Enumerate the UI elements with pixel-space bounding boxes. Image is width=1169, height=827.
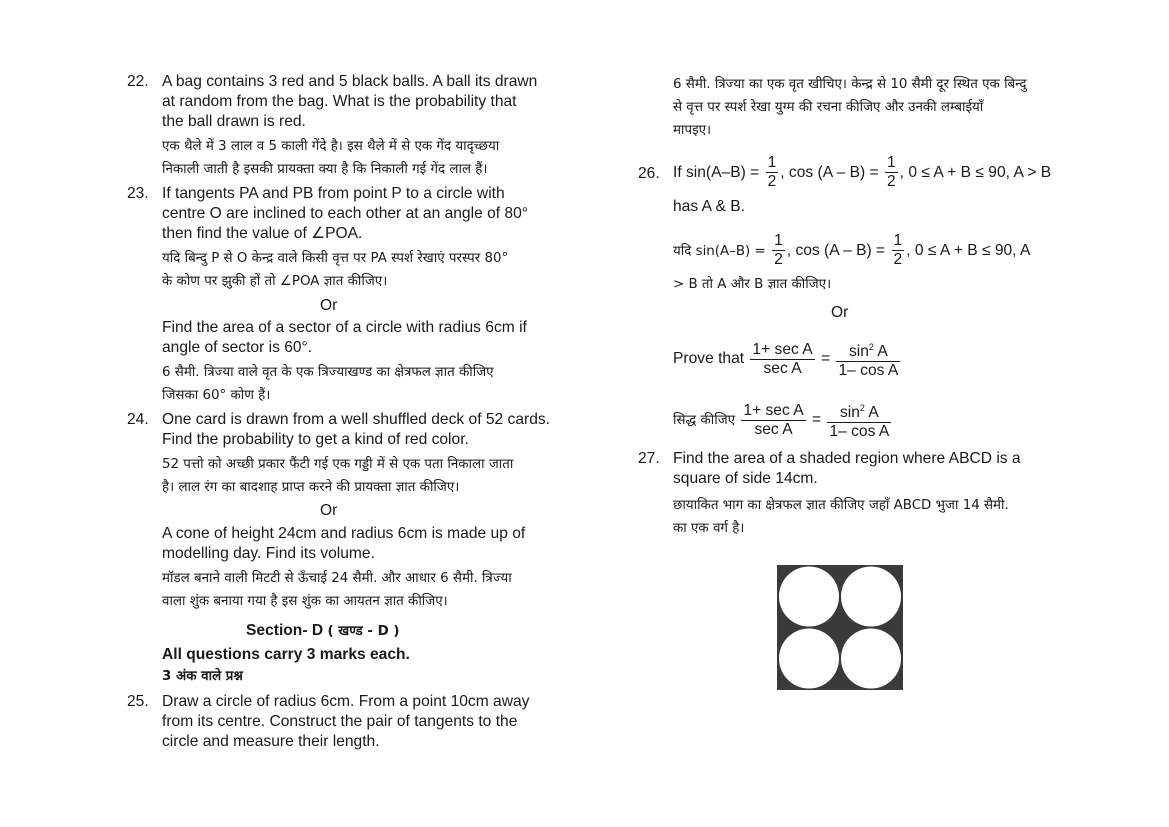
fraction-lhs <box>750 341 814 378</box>
sin-text: sin <box>839 404 860 422</box>
q23-hi-line: के कोण पर झुकी हों तो ∠POA ज्ञात कीजिए। <box>162 274 388 289</box>
q22-en-line: A bag contains 3 red and 5 black balls. A ball its drawn <box>162 73 538 90</box>
q22-hi-line: एक थैले में 3 लाल व 5 काली गेंदे है। इस थैले में से एक गेंद यादृच्छया <box>162 139 500 154</box>
question-number: 26. <box>638 165 660 182</box>
exponent: 2 <box>868 342 874 352</box>
or-divider: Or <box>320 502 338 519</box>
q24-en-line: Find the probability to get a kind of red color. <box>162 431 469 448</box>
fraction-numerator: 1 <box>767 154 777 172</box>
q24-alt-en-line: A cone of height 24cm and radius 6cm is made up of <box>162 525 526 542</box>
fraction <box>885 154 898 191</box>
fraction-denominator: 2 <box>886 173 896 191</box>
fraction <box>892 232 905 269</box>
fraction-denominator: 2 <box>893 251 903 269</box>
sin-text: sin <box>848 343 869 361</box>
q26-en-part: , cos (A – B) = <box>780 164 879 181</box>
circle-bottom-left <box>779 629 839 689</box>
or-divider: Or <box>320 297 338 314</box>
sin-tail: A <box>864 404 879 422</box>
fraction-numerator <box>827 399 891 423</box>
fraction-rhs <box>836 338 900 380</box>
exponent: 2 <box>859 403 865 413</box>
section-title <box>246 621 400 643</box>
fraction <box>772 232 785 269</box>
section-title-en: Section- D <box>246 622 324 639</box>
q25-hi-line: मापइए। <box>673 123 712 138</box>
fraction-denominator: sec A <box>763 359 802 377</box>
q27-hi-line: का एक वर्ग है। <box>673 521 745 536</box>
q25-hi-line: 6 सैमी. त्रिज्या का एक वृत खीचिए। केन्द्र से 10 सैमी दूर स्थित एक बिन्दु <box>673 77 1027 92</box>
question-number: 22. <box>127 73 149 90</box>
fraction-numerator: 1+ sec A <box>743 401 804 419</box>
q23-en-line: then find the value of ∠POA. <box>162 225 363 242</box>
equals-sign: = <box>812 411 822 429</box>
q26-hi-part: , cos (A – B) = <box>786 242 886 259</box>
or-divider: Or <box>831 304 849 321</box>
q24-alt-hi-line: मॉडल बनाने वाली मिटटी से ऊँचाई 24 सैमी. और आधार 6 सैमी. त्रिज्या <box>162 571 512 586</box>
prove-equation-en <box>673 338 902 380</box>
q26-hi-equation <box>673 231 1030 271</box>
section-title-hi: ( खण्ड - D ) <box>327 624 400 639</box>
prove-equation-hi <box>673 399 893 441</box>
q24-en-line: One card is drawn from a well shuffled deck of 52 cards. <box>162 411 551 428</box>
q26-hi-part: , 0 ≤ A + B ≤ 90, A <box>906 242 1031 259</box>
circle-bottom-right <box>841 629 901 689</box>
q26-en-equation <box>673 153 1051 193</box>
q26-en-line: has A & B. <box>673 198 745 215</box>
section-marks-hi: 3 अंक वाले प्रश्न <box>162 669 243 684</box>
question-number: 24. <box>127 411 149 428</box>
q27-en-line: Find the area of a shaded region where ABCD is a <box>673 450 1021 467</box>
q24-alt-hi-line: वाला शुंक बनाया गया है इस शुंक का आयतन ज्ञात कीजिए। <box>162 594 448 609</box>
q26-en-part: If sin(A–B) = <box>673 164 760 181</box>
q25-hi-line: से वृत्त पर स्पर्श रेखा युग्म की रचना कीजिए और उनकी लम्बाईयाँ <box>673 100 984 115</box>
q23-alt-en-line: angle of sector is 60°. <box>162 339 313 356</box>
fraction-denominator: 2 <box>774 251 783 269</box>
sin-tail: A <box>873 343 888 361</box>
circle-top-left <box>779 567 839 627</box>
question-number: 27. <box>638 450 660 467</box>
q25-en-line: from its centre. Construct the pair of tangents to the <box>162 713 518 730</box>
q24-hi-line: 52 पत्तो को अच्छी प्रकार फैंटी गई एक गड्डी में से एक पता निकाला जाता <box>162 457 514 472</box>
q23-hi-line: यदि बिन्दु P से O केन्द्र वाले किसी वृत्त पर PA स्पर्श रेखाएं परस्पर 80° <box>162 251 509 266</box>
fraction-denominator: 1– cos A <box>838 362 899 380</box>
fraction-numerator: 1 <box>893 232 903 250</box>
q27-hi-line: छायाकित भाग का क्षेत्रफल ज्ञात कीजिए जहाँ ABCD भुजा 14 सैमी. <box>673 498 1009 513</box>
question-number: 23. <box>127 185 149 202</box>
q25-en-line: circle and measure their length. <box>162 733 380 750</box>
fraction-denominator: 1– cos A <box>829 423 890 441</box>
q22-en-line: the ball drawn is red. <box>162 113 306 130</box>
q27-en-line: square of side 14cm. <box>673 470 818 487</box>
fraction-numerator <box>836 338 900 362</box>
prove-label: Prove that <box>673 350 745 368</box>
fraction-numerator: 1 <box>886 154 896 172</box>
fraction-denominator: 2 <box>767 173 777 191</box>
q24-alt-en-line: modelling day. Find its volume. <box>162 545 375 562</box>
q25-en-line: Draw a circle of radius 6cm. From a point 10cm away <box>162 693 530 710</box>
circle-top-right <box>841 567 901 627</box>
section-marks: All questions carry 3 marks each. <box>162 646 410 663</box>
q24-hi-line: है। लाल रंग का बादशाह प्राप्त करने की प्रायक्ता ज्ञात कीजिए। <box>162 480 460 495</box>
prove-label-hi: सिद्ध कीजिए <box>673 413 736 429</box>
q26-hi-line: > B तो A और B ज्ञात कीजिए। <box>673 277 832 292</box>
q23-en-line: centre O are inclined to each other at an angle of 80° <box>162 205 528 222</box>
fraction-numerator: 1 <box>774 232 783 250</box>
q26-en-part: , 0 ≤ A + B ≤ 90, A > B <box>899 164 1052 181</box>
fraction-denominator: sec A <box>754 420 793 438</box>
equals-sign: = <box>821 350 831 368</box>
q23-en-line: If tangents PA and PB from point P to a circle with <box>162 185 505 202</box>
q22-hi-line: निकाली जाती है इसकी प्रायक्ता क्या है कि निकाली गई गेंद लाल हैं। <box>162 162 488 177</box>
q22-en-line: at random from the bag. What is the probability that <box>162 93 517 110</box>
q23-alt-hi-line: जिसका 60° कोण हैं। <box>162 388 271 403</box>
fraction <box>766 154 779 191</box>
fraction-rhs <box>827 399 891 441</box>
shaded-square-figure <box>777 565 903 690</box>
q23-alt-en-line: Find the area of a sector of a circle with radius 6cm if <box>162 319 527 336</box>
question-number: 25. <box>127 693 149 710</box>
fraction-lhs <box>741 402 805 439</box>
fraction-numerator: 1+ sec A <box>752 340 813 358</box>
q26-hi-part: यदि sin(A–B) = <box>673 244 766 259</box>
q23-alt-hi-line: 6 सैमी. त्रिज्या वाले वृत के एक त्रिज्याखण्ड का क्षेत्रफल ज्ञात कीजिए <box>162 365 494 380</box>
